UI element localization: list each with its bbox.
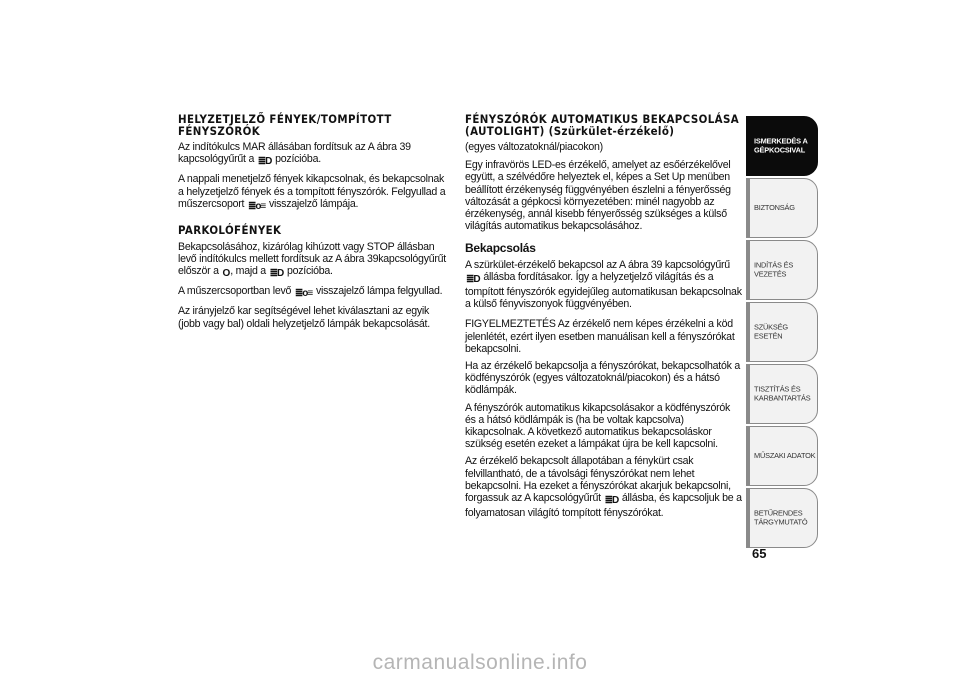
tab-emergency[interactable] — [746, 302, 818, 362]
section-heading-parking-lights: PARKOLÓFÉNYEK — [178, 223, 282, 238]
text: A szürkület-érzékelő bekapcsol az A ábra 39 kapcsológyűrű — [465, 258, 730, 271]
parking-lights-icon: ≣o≡ — [247, 200, 266, 212]
paragraph: Egy infravörös LED-es érzékelő, amelyet az esőérzékelővel együtt, a szélvédőre helyeztek el, képes a Set Up menüben beállított érzékenység függvényében észlelni a fényerősség változását a gépkocsi környezetében: minél nagyobb az érzékenység, annál kisebb fényerősség szükséges a külső világítás automatikus bekapcsolásához. — [465, 159, 731, 233]
tab-label: SZÜKSÉG ESETÉN — [754, 322, 788, 340]
right-column — [465, 114, 743, 524]
text: Bekapcsolásához, kizárólag kihúzott vagy STOP állásban levő indítókulcs mellett fordítsuk az A ábra 39kapcsológyűrűt először a — [178, 240, 446, 277]
tab-label: BIZTONSÁG — [754, 202, 795, 212]
paragraph: A fényszórók automatikus kikapcsolásakor a ködfényszórók és a hátsó ködlámpák is (ha be voltak kapcsolva) kikapcsolnak. A következő automatikus bekapcsoláskor szükség esetén ezeket a lámpákat újra be kell kapcsolni. — [465, 401, 731, 451]
paragraph — [178, 141, 448, 168]
text: Az érzékelő bekapcsolt állapotában a fénykürt csak felvillantható, de a távolsági fényszórókat nem lehet bekapcsolni. Ha ezeket a fényszórókat akarjuk bekapcsolni, forgassuk az A kapcsológyűrűt — [465, 455, 731, 505]
paragraph: Ha az érzékelő bekapcsolja a fényszórókat, bekapcsolhatók a ködfényszórók (egyes változatoknál/piacokon) és a hátsó ködlámpák. — [465, 360, 740, 397]
low-beam-icon: ≣D — [257, 156, 272, 168]
subtitle: (egyes változatoknál/piacokon) — [465, 141, 603, 153]
tab-index[interactable] — [746, 488, 818, 548]
parking-lights-icon: ≣o≡ — [294, 288, 313, 300]
text: Az indítókulcs MAR állásában fordítsuk az A ábra 39 kapcsológyűrűt a — [178, 141, 411, 166]
auto-light-icon: ≣D — [466, 273, 480, 285]
tab-safety[interactable] — [746, 178, 818, 238]
tab-label: INDÍTÁS ÉS VEZETÉS — [754, 260, 794, 278]
text: pozícióba. — [286, 264, 333, 277]
paragraph — [465, 455, 743, 519]
tab-starting-driving[interactable] — [746, 240, 818, 300]
section-heading-activation: Bekapcsolás — [465, 241, 536, 256]
text: állásba, és kapcsoljuk be a folyamatosan világító tompított fényszórókat. — [465, 492, 742, 520]
watermark-text: carmanualsonline.info — [372, 651, 588, 674]
text: A műszercsoportban levő — [178, 285, 292, 298]
section-heading-autolight: FÉNYSZÓRÓK AUTOMATIKUS BEKAPCSOLÁSA (AUTOLIGHT) (Szürkület-érzékelő) — [465, 112, 740, 138]
tab-getting-to-know-car[interactable] — [746, 116, 818, 176]
low-beam-icon: ≣D — [269, 267, 284, 279]
text: A nappali menetjelző fények kikapcsolnak, és bekapcsolnak a helyzetjelző fények és a tompított fényszórók. Felgyullad a műszercsoport — [178, 173, 446, 210]
text: , majd a — [230, 264, 266, 277]
tab-label: ISMERKEDÉS A GÉPKOCSIVAL — [754, 136, 808, 154]
paragraph — [465, 259, 743, 311]
paragraph — [178, 173, 448, 213]
paragraph — [178, 241, 448, 281]
page-number: 65 — [752, 546, 767, 561]
tab-label: BETŰRENDES TÁRGYMUTATÓ — [754, 508, 808, 526]
paragraph: Az irányjelző kar segítségével lehet kiválasztani az egyik (jobb vagy bal) oldali helyzetjelző lámpák bekapcsolását. — [178, 305, 430, 330]
text: visszajelző lámpája. — [268, 197, 359, 210]
text: visszajelző lámpa felgyullad. — [315, 285, 443, 298]
tab-maintenance[interactable] — [746, 364, 818, 424]
low-beam-icon: ≣D — [604, 495, 619, 507]
text: állásba fordításakor. Így a helyzetjelző világítás és a tompított fényszórók egyidejűleg automatikusan bekapcsolnak a külső fényviszonyok függvényében. — [465, 270, 742, 311]
warning-paragraph: FIGYELMEZTETÉS Az érzékelő nem képes érzékelni a köd jelenlétét, ezért ilyen esetben manuálisan kell a fényszórókat bekapcsolni. — [465, 318, 735, 355]
tab-label: TISZTÍTÁS ÉS KARBANTARTÁS — [754, 384, 811, 402]
left-column — [178, 114, 448, 335]
paragraph — [178, 285, 448, 300]
text: pozícióba. — [275, 153, 321, 166]
tab-label: MŰSZAKI ADATOK — [754, 450, 816, 460]
position-light-icon: O — [222, 267, 230, 279]
section-heading-position-lights: HELYZETJELZŐ FÉNYEK/TOMPÍTOTT FÉNYSZÓRÓK — [178, 112, 392, 138]
chapter-tabs — [746, 116, 818, 550]
tab-technical-data[interactable] — [746, 426, 818, 486]
